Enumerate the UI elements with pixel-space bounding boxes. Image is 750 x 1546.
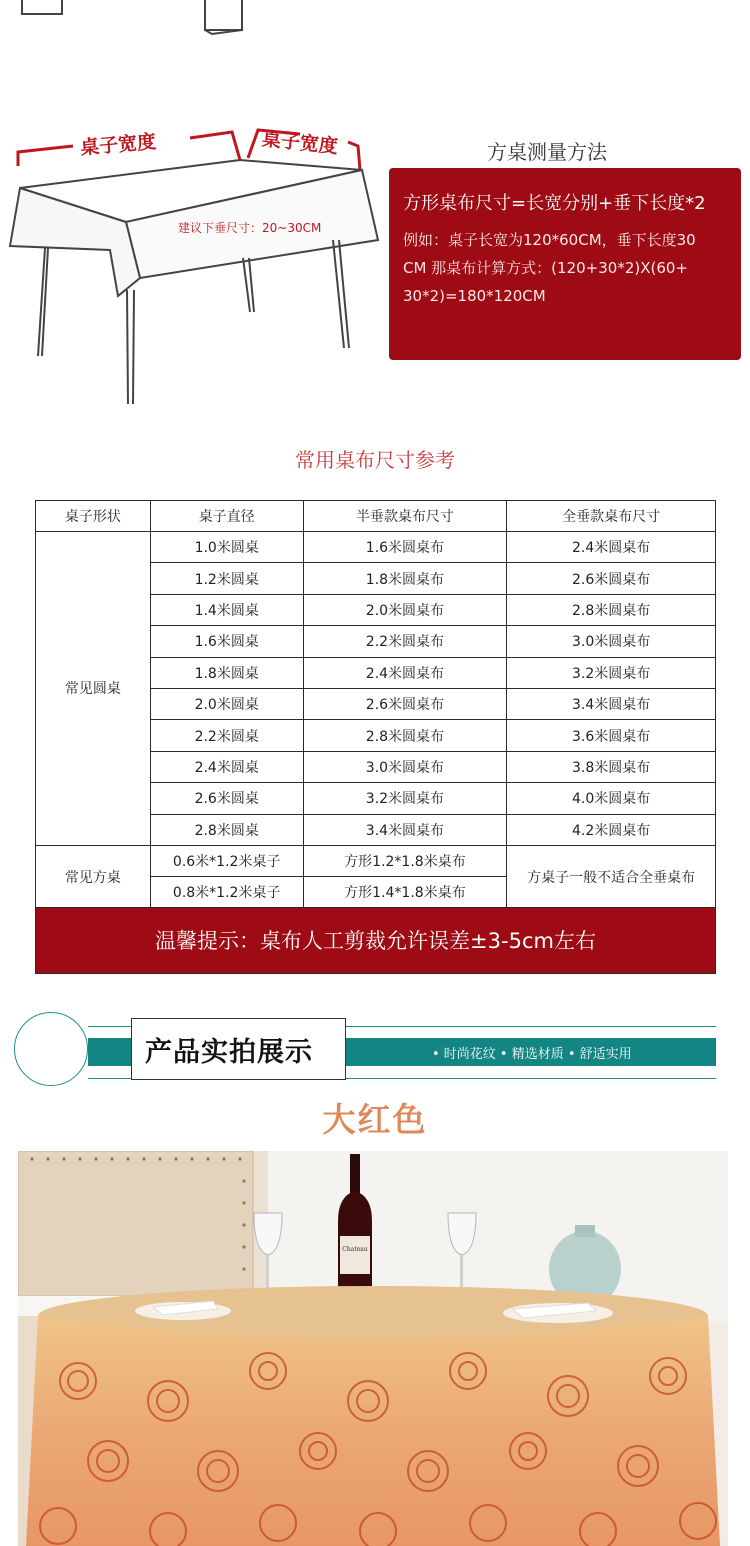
formula-text: 方形桌布尺寸=长宽分别+垂下长度*2 bbox=[403, 193, 706, 214]
full-drop-cell: 3.6米圆桌布 bbox=[507, 720, 716, 751]
example-line: CM 那桌布计算方式：(120+30*2)X(60+ bbox=[403, 259, 689, 277]
header-cell: 桌子形状 bbox=[36, 501, 151, 532]
header-cell: 桌子直径 bbox=[150, 501, 303, 532]
diameter-cell: 2.2米圆桌 bbox=[150, 720, 303, 751]
half-drop-cell: 3.0米圆桌布 bbox=[303, 751, 507, 782]
bottle-label: Chateau bbox=[342, 1246, 368, 1253]
full-drop-cell: 4.0米圆桌布 bbox=[507, 783, 716, 814]
table-row bbox=[36, 532, 716, 563]
showcase-banner bbox=[0, 1008, 750, 1088]
full-drop-cell: 2.6米圆桌布 bbox=[507, 563, 716, 594]
product-photo bbox=[18, 1151, 728, 1546]
full-drop-cell: 3.2米圆桌布 bbox=[507, 657, 716, 688]
diameter-cell: 2.4米圆桌 bbox=[150, 751, 303, 782]
example-line: 例如：桌子长宽为120*60CM，垂下长度30 bbox=[403, 231, 696, 249]
size-reference-table bbox=[35, 500, 716, 909]
dining-table-photo bbox=[18, 1151, 728, 1546]
half-drop-cell: 3.4米圆桌布 bbox=[303, 814, 507, 845]
diameter-cell: 1.2米圆桌 bbox=[150, 563, 303, 594]
table-header-row bbox=[36, 501, 716, 532]
example-line: 30*2)=180*120CM bbox=[403, 287, 546, 305]
half-drop-cell: 1.6米圆桌布 bbox=[303, 532, 507, 563]
half-drop-cell: 2.8米圆桌布 bbox=[303, 720, 507, 751]
color-name-title: 大红色 bbox=[322, 1100, 428, 1139]
diameter-cell: 2.6米圆桌 bbox=[150, 783, 303, 814]
size-reference-title: 常用桌布尺寸参考 bbox=[295, 448, 455, 472]
full-drop-cell: 3.8米圆桌布 bbox=[507, 751, 716, 782]
feature-tags: • 时尚花纹 • 精选材质 • 舒适实用 bbox=[432, 1047, 632, 1062]
header-cell: 全垂款桌布尺寸 bbox=[507, 501, 716, 532]
half-drop-cell: 方形1.2*1.8米桌布 bbox=[303, 845, 507, 876]
full-drop-cell: 3.0米圆桌布 bbox=[507, 626, 716, 657]
table-width-label-right: 桌子宽度 bbox=[260, 128, 339, 158]
diameter-cell: 1.6米圆桌 bbox=[150, 626, 303, 657]
measure-section bbox=[0, 0, 750, 410]
half-drop-cell: 2.0米圆桌布 bbox=[303, 594, 507, 625]
shape-cell-round: 常见圆桌 bbox=[36, 532, 151, 846]
formula-example bbox=[403, 226, 731, 310]
full-drop-cell: 2.8米圆桌布 bbox=[507, 594, 716, 625]
diameter-cell: 2.0米圆桌 bbox=[150, 688, 303, 719]
formula-box bbox=[389, 168, 741, 360]
table-width-label-left: 桌子宽度 bbox=[79, 130, 157, 160]
half-drop-cell: 2.6米圆桌布 bbox=[303, 688, 507, 719]
warm-tip-banner: 温馨提示：桌布人工剪裁允许误差±3-5cm左右 bbox=[35, 907, 716, 974]
banner-circle-ornament bbox=[14, 1012, 88, 1086]
diameter-cell: 1.8米圆桌 bbox=[150, 657, 303, 688]
diameter-cell: 1.4米圆桌 bbox=[150, 594, 303, 625]
diameter-cell: 0.6米*1.2米桌子 bbox=[150, 845, 303, 876]
full-drop-cell: 3.4米圆桌布 bbox=[507, 688, 716, 719]
half-drop-cell: 2.2米圆桌布 bbox=[303, 626, 507, 657]
diameter-cell: 2.8米圆桌 bbox=[150, 814, 303, 845]
half-drop-cell: 3.2米圆桌布 bbox=[303, 783, 507, 814]
half-drop-cell: 2.4米圆桌布 bbox=[303, 657, 507, 688]
full-drop-cell: 4.2米圆桌布 bbox=[507, 814, 716, 845]
drop-length-hint: 建议下垂尺寸：20~30CM bbox=[178, 221, 322, 235]
diameter-cell: 0.8米*1.2米桌子 bbox=[150, 877, 303, 908]
full-drop-cell: 2.4米圆桌布 bbox=[507, 532, 716, 563]
header-cell: 半垂款桌布尺寸 bbox=[303, 501, 507, 532]
diameter-cell: 1.0米圆桌 bbox=[150, 532, 303, 563]
full-drop-note-cell: 方桌子一般不适合全垂桌布 bbox=[507, 845, 716, 908]
half-drop-cell: 1.8米圆桌布 bbox=[303, 563, 507, 594]
table-row bbox=[36, 845, 716, 876]
shape-cell-square: 常见方桌 bbox=[36, 845, 151, 908]
showcase-title: 产品实拍展示 bbox=[145, 1037, 313, 1068]
method-title: 方桌测量方法 bbox=[487, 140, 607, 164]
half-drop-cell: 方形1.4*1.8米桌布 bbox=[303, 877, 507, 908]
